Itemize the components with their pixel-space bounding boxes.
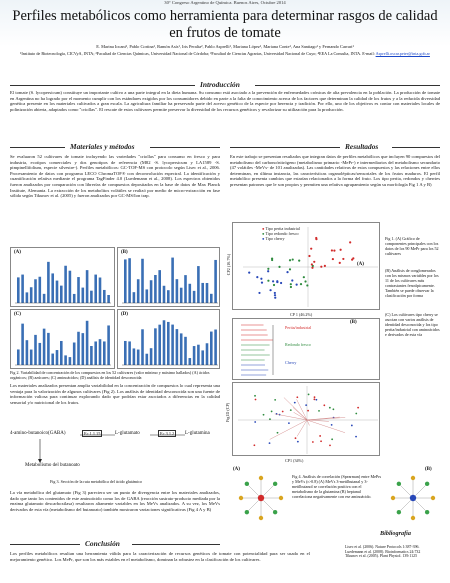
fig2-bar bbox=[163, 286, 166, 303]
divider bbox=[132, 544, 220, 545]
fig2-bar bbox=[21, 324, 24, 365]
pca-point bbox=[340, 249, 342, 251]
fig2-bar bbox=[64, 355, 67, 365]
pca-point bbox=[280, 282, 282, 284]
fig1a-scatter bbox=[233, 223, 381, 311]
pca-point bbox=[331, 249, 333, 251]
fig2-bar bbox=[197, 266, 200, 303]
biplot-point bbox=[290, 409, 292, 411]
biplot-point bbox=[254, 421, 256, 423]
methods-text-3: La vía metabólica del glutamato (Fig 3) pareciera ser un punto de divergencia entre los materiales analizados, dado que tanto los contenidos de este aminoácido como los de GABA (reacción sustrato-producto mediada por la enzima glutamato descarboxilasa) resultaron altamente variables en los MeVs analizados. A su vez, los MeVs derivados de esta vía (metabolismo del butanoato) también mostraron variaciones significativas (Fig 4 A y B) bbox=[10, 490, 220, 512]
pca-point bbox=[333, 250, 335, 252]
fig2-bar bbox=[124, 259, 127, 303]
fig2-bar bbox=[206, 283, 209, 303]
divider bbox=[10, 544, 80, 545]
fig2-bar bbox=[26, 292, 29, 303]
biplot-point bbox=[355, 436, 357, 438]
fig2-bar bbox=[56, 281, 59, 303]
fig2-bar bbox=[103, 290, 106, 303]
fig2-panel-d bbox=[117, 309, 220, 369]
pca-point bbox=[342, 258, 344, 260]
fig2-bar bbox=[73, 294, 76, 303]
pca-point bbox=[274, 294, 276, 296]
fig1-caption-b: (B) Análisis de conglomerados con los mismos variables por los 11 de los cultivares más contrastantes fenotípicamente. También se puede observar la clasificación por forma bbox=[385, 268, 439, 298]
methods-heading: Materiales y métodos bbox=[70, 142, 135, 151]
fig2-bar bbox=[60, 286, 63, 303]
biplot-point bbox=[329, 407, 331, 409]
network-node bbox=[279, 496, 283, 500]
pca-point bbox=[292, 258, 294, 260]
fig2-bar bbox=[171, 258, 174, 303]
pca-point bbox=[289, 259, 291, 261]
biplot-point bbox=[253, 444, 255, 446]
legend-dot-green-icon: ● bbox=[262, 231, 265, 236]
divider bbox=[150, 147, 220, 148]
biplot-point bbox=[323, 404, 325, 406]
biplot-vector bbox=[307, 417, 340, 420]
legend-dot-red-icon: ● bbox=[262, 226, 265, 231]
biplot-point bbox=[357, 407, 359, 409]
pca-point bbox=[274, 297, 276, 299]
pca-point bbox=[271, 259, 273, 261]
biplot-point bbox=[271, 411, 273, 413]
fig2-bar bbox=[77, 332, 80, 365]
fig2-bar bbox=[176, 279, 179, 303]
fig2-bar bbox=[210, 332, 213, 365]
fig2-bar bbox=[86, 270, 89, 303]
fig4-label-b: (B) bbox=[425, 467, 432, 472]
pathway-enzyme-2[interactable]: Ec.3.1.2 bbox=[160, 431, 175, 436]
network-node bbox=[425, 510, 429, 514]
pca-point bbox=[308, 255, 310, 257]
fig2-bar bbox=[154, 328, 157, 365]
fig2-bar bbox=[189, 284, 192, 303]
fig4b-panel bbox=[384, 466, 442, 526]
pca-point bbox=[248, 272, 250, 274]
pca-point bbox=[286, 271, 288, 273]
results-heading: Resultados bbox=[345, 142, 379, 151]
network-node bbox=[411, 516, 415, 520]
fig2-d-chart bbox=[118, 310, 221, 370]
divider bbox=[230, 147, 340, 148]
fig2-c-chart bbox=[11, 310, 116, 370]
fig2-bar bbox=[64, 266, 67, 303]
biplot-point bbox=[315, 399, 317, 401]
fig1a-ylabel: CP2 (16.7%) bbox=[226, 253, 232, 276]
fig2-bar bbox=[73, 343, 76, 365]
biplot-point bbox=[314, 396, 316, 398]
authors: E. Marina Iocani¹, Pablo Cortina¹, Ramón Asís¹, Iris Peralta², Pablo Asprelli¹, Mariana López¹, Mariana Conte¹, Ana Santiago¹ y Fernando Carrari¹ bbox=[96, 44, 354, 49]
fig2-bar bbox=[184, 275, 187, 303]
fig2-bar bbox=[201, 350, 204, 365]
biplot-point bbox=[331, 424, 333, 426]
network-node bbox=[431, 496, 435, 500]
biplot-point bbox=[331, 438, 333, 440]
fig1-caption-a: Fig 1. (A) Gráfico de componentes principales con los datos de los 90 MePr para los 52 cultivares bbox=[385, 236, 439, 256]
fig2-bar bbox=[56, 350, 59, 365]
pca-point bbox=[261, 282, 263, 284]
pca-point bbox=[300, 283, 302, 285]
pca-point bbox=[272, 280, 274, 282]
pca-point bbox=[276, 281, 278, 283]
fig2-bar bbox=[163, 320, 166, 365]
fig2-bar bbox=[128, 258, 131, 303]
fig2-bar bbox=[43, 294, 46, 303]
fig2-bar bbox=[158, 270, 161, 303]
fig2-bar bbox=[94, 275, 97, 303]
pca-point bbox=[320, 266, 322, 268]
fig2-bar bbox=[39, 343, 42, 365]
biplot-point bbox=[269, 442, 271, 444]
fig2-bar bbox=[90, 346, 93, 365]
fig2-bar bbox=[141, 259, 144, 303]
affiliations-text: ¹Instituto de Biotecnología, CICVyA, INTA; ²Facultad de Ciencias Químicas, Universidad Nacional de Córdoba; ³Facultad de Ciencias Agrarias, Universidad Nacional de Cuyo; ⁴EEA La Consulta, INTA. E-mail: bbox=[20, 51, 375, 56]
legend-label-1: Tipo perita industrial bbox=[265, 226, 300, 231]
pathway-arrows bbox=[10, 437, 230, 477]
fig2-bar bbox=[90, 291, 93, 303]
fig2-panel-c bbox=[10, 309, 115, 369]
fig2-bar bbox=[193, 346, 196, 365]
fig2-bar bbox=[184, 337, 187, 365]
pca-point bbox=[273, 284, 275, 286]
fig2-bar bbox=[30, 350, 33, 365]
fig2-bar bbox=[51, 273, 54, 303]
fig2-bar bbox=[201, 283, 204, 303]
pca-point bbox=[332, 258, 334, 260]
fig2-b-chart bbox=[118, 248, 221, 308]
pathway-glutamina: L-glutamina bbox=[185, 431, 210, 436]
fig1-legend bbox=[262, 226, 300, 241]
fig4-label-a: (A) bbox=[233, 467, 240, 472]
fig2-bar bbox=[34, 335, 37, 365]
fig2-label-b: (B) bbox=[121, 250, 128, 255]
dendro-label-3: Cherry bbox=[285, 360, 297, 365]
intro-text: El tomate (S. lycopersicum) constituye un importante cultivo a una parte integral en la dieta humana. Su consumo está asociado a la prevención de enfermedades crónicas de alta prevalencia en la población. La producción de tomate en Argentina no ha logrado por el momento cumplir con los estándares exigidos por los consumidores debido en parte a la falta de conocimiento acerca de los factores que determinan la calidad de los frutos y a la reducida diversidad genética presente en los materiales cultivados a gran escala. La agricultura familiar ha preservado parte del acervo genético de la especie por herencia y tradición. Por ello, uno de los objetivos es contar con materiales locales de polinización abierta, adaptados como "criollas". El rescate de estos cultivares permite preservar la diversidad de los recursos genéticos y revalorizar su utilización para la producción. bbox=[10, 90, 440, 112]
pca-point bbox=[324, 265, 326, 267]
biplot-point bbox=[351, 425, 353, 427]
fig1c-ylabel: Fig1D (CP) bbox=[225, 402, 231, 423]
fig2-bar bbox=[69, 357, 72, 365]
fig2-bar bbox=[47, 333, 50, 365]
network-node bbox=[397, 482, 401, 486]
fig2-bar bbox=[26, 340, 29, 365]
legend-label-2: Tipo redondo fresco bbox=[265, 231, 299, 236]
biplot-point bbox=[288, 422, 290, 424]
poster-title: Perfiles metabólicos como herramienta para determinar rasgos de calidad en frutos de tomate bbox=[12, 8, 438, 41]
pca-point bbox=[310, 248, 312, 250]
fig2-bar bbox=[43, 329, 46, 365]
fig2-bar bbox=[189, 358, 192, 365]
biblio-list bbox=[345, 545, 445, 559]
biblio-item-1: Lisec et al. (2006). Nature Protocols 1:387-396. bbox=[345, 545, 420, 549]
biplot-point bbox=[313, 398, 315, 400]
fig2-panel-a bbox=[10, 247, 115, 307]
fig2-bar bbox=[206, 343, 209, 365]
fig4b-network bbox=[384, 466, 442, 526]
fig2-bar bbox=[158, 325, 161, 365]
pca-point bbox=[289, 268, 291, 270]
pca-point bbox=[304, 280, 306, 282]
biplot-point bbox=[318, 410, 320, 412]
fig2-bar bbox=[146, 289, 149, 303]
fig2-panel-b bbox=[117, 247, 220, 307]
divider bbox=[392, 147, 440, 148]
fig2-bar bbox=[82, 288, 85, 303]
fig2-bar bbox=[133, 292, 136, 303]
pca-point bbox=[303, 276, 305, 278]
biplot-point bbox=[255, 399, 257, 401]
fig1-label-a: (A) bbox=[357, 262, 364, 267]
biblio-item-3: Tikunov et al. (2005). Plant Physiol. 139:1125 bbox=[345, 554, 418, 559]
pca-point bbox=[256, 276, 258, 278]
pca-point bbox=[349, 241, 351, 243]
biplot-point bbox=[305, 404, 307, 406]
fig2-bar bbox=[60, 341, 63, 365]
biplot-vector bbox=[275, 414, 307, 420]
legend-item-3 bbox=[262, 236, 300, 241]
fig2-bar bbox=[133, 348, 136, 365]
network-node bbox=[397, 510, 401, 514]
pca-point bbox=[291, 279, 293, 281]
fig2-bar bbox=[180, 333, 183, 365]
fig2-bar bbox=[150, 280, 153, 303]
fig2-label-d: (D) bbox=[121, 312, 128, 317]
biplot-point bbox=[296, 396, 298, 398]
pca-point bbox=[260, 278, 262, 280]
pca-point bbox=[298, 259, 300, 261]
network-node bbox=[245, 510, 249, 514]
pca-point bbox=[351, 259, 353, 261]
fig2-bar bbox=[51, 354, 54, 365]
fig1-caption-c: (C) Los cultivares tipo cherry se asocian con varios análisis de identidad desconocida y los tipo perita/industrial con aminoácidos e derivados de esta vía bbox=[385, 312, 440, 337]
fig2-bar bbox=[103, 341, 106, 365]
fig4a-panel bbox=[232, 466, 290, 526]
fig1c-panel bbox=[232, 382, 380, 456]
fig2-bar bbox=[82, 333, 85, 365]
network-hub bbox=[258, 495, 264, 501]
biplot-point bbox=[329, 444, 331, 446]
pca-point bbox=[311, 263, 313, 265]
fig2-bar bbox=[197, 345, 200, 365]
network-node bbox=[273, 482, 277, 486]
network-node bbox=[411, 476, 415, 480]
divider bbox=[10, 85, 195, 86]
network-node bbox=[259, 516, 263, 520]
divider bbox=[10, 147, 65, 148]
network-node bbox=[239, 496, 243, 500]
network-node bbox=[259, 476, 263, 480]
pca-point bbox=[269, 289, 271, 291]
biplot-point bbox=[294, 402, 296, 404]
pca-point bbox=[267, 280, 269, 282]
biplot-point bbox=[295, 437, 297, 439]
biplot-vector bbox=[284, 398, 307, 420]
biblio-heading: Bibliografía bbox=[380, 530, 411, 537]
fig2-bar bbox=[99, 339, 102, 365]
pca-point bbox=[278, 266, 280, 268]
fig1a-xlabel: CP 1 (46.2%) bbox=[290, 312, 313, 317]
legend-label-3: Tipo cherry bbox=[265, 236, 285, 241]
fig2-bar bbox=[146, 354, 149, 365]
biplot-point bbox=[263, 414, 265, 416]
biplot-point bbox=[355, 413, 357, 415]
pca-point bbox=[274, 292, 276, 294]
pca-point bbox=[296, 284, 298, 286]
biplot-point bbox=[332, 408, 334, 410]
pca-point bbox=[313, 261, 315, 263]
fig2-bar bbox=[137, 350, 140, 365]
biplot-vector bbox=[307, 420, 345, 433]
network-node bbox=[245, 482, 249, 486]
fig2-bar bbox=[17, 349, 20, 365]
biplot-point bbox=[254, 395, 256, 397]
pca-point bbox=[258, 292, 260, 294]
biplot-point bbox=[307, 410, 309, 412]
fig2-bar bbox=[86, 321, 89, 365]
affiliations bbox=[10, 51, 440, 56]
intro-heading: Introducción bbox=[200, 80, 240, 89]
congress-header: 30° Congreso Argentino de Química. Buenos Aires, Octubre 2014 bbox=[164, 0, 286, 5]
methods-text-2: Los materiales analizados presentan amplia variabilidad en la concentración de compuestos lo cual representa una ventaja para la valorización de algunos cultivares (Fig 2). Los análisis de identidad desconocida son una fuente de información valiosa para continuar explorando dado que podrían estar asociados a diferencias en la calidad sensorial y/o nutricional de los frutos. bbox=[10, 383, 220, 405]
fig2-bar bbox=[128, 341, 131, 365]
fig2-a-chart bbox=[11, 248, 116, 308]
pathway-metabolism: Metabolismo del butanoato bbox=[25, 463, 80, 468]
biplot-point bbox=[319, 435, 321, 437]
biplot-point bbox=[282, 411, 284, 413]
fig2-bar bbox=[193, 291, 196, 303]
fig2-bar bbox=[180, 288, 183, 303]
pathway-enzyme-1[interactable]: Ec.1.1.15 bbox=[84, 431, 101, 436]
divider bbox=[255, 85, 440, 86]
fig2-caption: Fig 2. Variabilidad de concentración de los compuestos en los 52 cultivares (valor mínimo y máximo hallados) (A) ácidos orgánicos; (B) azúcares; (C) aminoácidos; (D) análisis de identidad desconocida bbox=[10, 370, 210, 380]
fig2-bar bbox=[17, 277, 20, 303]
fig2-bar bbox=[167, 290, 170, 303]
fig2-label-c: (C) bbox=[14, 312, 21, 317]
fig2-bar bbox=[21, 275, 24, 303]
fig2-label-a: (A) bbox=[14, 250, 21, 255]
biplot-point bbox=[320, 440, 322, 442]
biplot-point bbox=[297, 441, 299, 443]
network-node bbox=[425, 482, 429, 486]
dendro-label-1: Perita/industrial bbox=[285, 325, 312, 330]
fig4a-network bbox=[232, 466, 290, 526]
fig2-bar bbox=[137, 279, 140, 303]
fig1-label-b: (B) bbox=[350, 320, 357, 325]
biplot-point bbox=[269, 418, 271, 420]
dendro-label-2: Redondo fresco bbox=[285, 342, 311, 347]
pathway-glutamate: L-glutamato bbox=[115, 431, 140, 436]
pca-point bbox=[267, 268, 269, 270]
results-text: En este trabajo se presentan resultados que integran datos de perfiles metabólicos que incluyen 90 compuestos del metabolismo del carbono/nitrógeno (metabolismo primario -MePr-) e intermediarios del metabolismo secundario (47 volátiles -MeVs- de 101 analizadas). Las cantidades relativas de estos compuestos y las relaciones entre ellos determinan, en última instancia, las características organolépticas/sensoriales de los frutos maduros. El perfil metabólico presenta cambios que estarían relacionados a la forma del fruto. Los tipo perita, redondos y cherries presentan patrones que le son propios y permiten una relativa agrupamiento según su morfología Fig 1 A y B) bbox=[230, 154, 440, 187]
biblio-item-2: Luedemann et al. (2008). Bioinformatics 24:732 bbox=[345, 549, 421, 554]
network-node bbox=[273, 510, 277, 514]
fig2-bar bbox=[34, 279, 37, 303]
legend-dot-blue-icon: ● bbox=[262, 236, 265, 241]
biplot-point bbox=[277, 432, 279, 434]
pca-point bbox=[290, 283, 292, 285]
methods-text: Se evaluaron 52 cultivares de tomate incluyendo las variedades "criollas" para consumo en fresco y para industria, ecotipos comerciales y dos genotipos de referencia (M82 -S. lycopersicum y LA1589 -S. pimpinellifolium, especie silvestre-). Perfiles metabólicos: GC-TOF-MS con protocolo según Lisec et al., 2006. Procesamiento de datos con programa LECO ChromaTOF® con deconvolución espectral. La identificación y cuantificación relativa mediante el programa TagFinder 4.0 (Luedemann et al., 2008). Los espectros obtenidos fueron analizados por comparación con librerías de compuestos depositados en la base de datos de Max Planck Institute, Alemania. La extracción de los metabolitos volátiles se realizó por medio de micro-extracción en fase sólida según Tikunov et al. (2005) y fueron analizados por GC-MS/Ion trap. bbox=[10, 154, 220, 199]
pca-point bbox=[290, 286, 292, 288]
pca-point bbox=[339, 262, 341, 264]
fig2-bar bbox=[176, 329, 179, 365]
fig2-bar bbox=[171, 325, 174, 365]
biplot-point bbox=[308, 394, 310, 396]
fig1c-xlabel: CP1 (34%) bbox=[285, 458, 304, 463]
network-hub bbox=[410, 495, 416, 501]
fig3-caption: Fig 3. Sección de la ruta metabólica del ácido glutámico bbox=[50, 479, 143, 484]
fig2-bar bbox=[107, 325, 110, 365]
fig2-bar bbox=[77, 277, 80, 303]
fig2-bar bbox=[94, 341, 97, 365]
fig2-bar bbox=[39, 277, 42, 303]
biplot-point bbox=[274, 399, 276, 401]
fig2-bar bbox=[214, 260, 217, 303]
fig2-bar bbox=[99, 278, 102, 303]
fig2-bar bbox=[47, 262, 50, 303]
conclusion-heading: Conclusión bbox=[85, 539, 120, 548]
fig2-bar bbox=[107, 295, 110, 303]
fig2-bar bbox=[214, 330, 217, 365]
fig4-caption: Fig 4. Análisis de correlación (Spearman) entre MePrs y MeVs (r>0.8) (A) MeVs 3-metilbutanal y 3-metilbutanol se correlación positiva con el metabolismo de la glutamina (B) heptanal correlaciona negativamente con ese aminoácido. bbox=[292, 474, 382, 499]
fig1c-biplot bbox=[233, 383, 381, 457]
pca-point bbox=[267, 270, 269, 272]
biplot-point bbox=[312, 441, 314, 443]
email-link[interactable]: Asprelli.oscar.peter@inta.gob.ar bbox=[375, 51, 430, 56]
fig2-bar bbox=[154, 275, 157, 303]
network-node bbox=[391, 496, 395, 500]
pathway-gaba: 4-amino-butanoico(GABA) bbox=[10, 431, 66, 436]
fig2-bar bbox=[210, 294, 213, 303]
fig2-bar bbox=[141, 329, 144, 365]
pca-point bbox=[315, 237, 317, 239]
fig2-bar bbox=[150, 348, 153, 365]
fig2-bar bbox=[167, 322, 170, 365]
conclusion-text: Los perfiles metabólicos resultan una herramienta válida para la caracterización de recursos genéticos de tomate con potencialidad para ser usada en el mejoramiento genético. Los MePr, que son los más estables en el metabolismo, dominan la robustez en la clasificación de los cultivares. bbox=[10, 551, 310, 562]
fig2-bar bbox=[124, 341, 127, 365]
fig2-bar bbox=[30, 287, 33, 303]
pca-point bbox=[306, 284, 308, 286]
fig2-bar bbox=[69, 271, 72, 303]
